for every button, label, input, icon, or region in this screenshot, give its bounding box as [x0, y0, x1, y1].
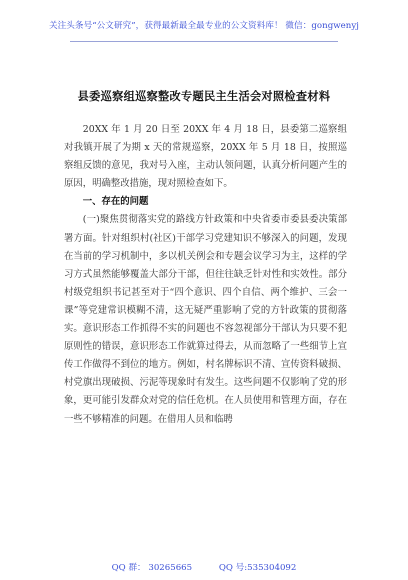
footer-qq-group: QQ 群： 30265665 [111, 563, 193, 573]
intro-paragraph: 20XX 年 1 月 20 日至 20XX 年 4 月 18 日，县委第二巡察组对我镇开展了为期 x 天的常规巡察，20XX 年 5 月 18 日，按照巡察组反馈的意见，我对号入座，主动认领问题，认真分析问题产生的原因，明确整改措施，现对照检查如下。 [64, 124, 347, 190]
body-paragraph: (一)聚焦贯彻落实党的路线方针政策和中央省委市委县委决策部署方面。针对组织村(社区)干部学习党建知识不够深入的问题，发现在当前的学习机制中，多以机关例会和专题会议学习为主，这样的学习方式虽然能够覆盖大部分干部，但往往缺乏针对性和实效性。部分村级党组织书记甚至对于“四个意识、四个自信、两个维护、三会一课”等党建常识模糊不清，这无疑严重影响了党的方针政策的贯彻落实。意识形态工作抓得不实的问题也不容忽视部分干部认为只要不犯原则性的错误，意识形态工作就算过得去，从而忽略了一些细节上宣传工作做得不到位的地方。例如，村名牌标识不清、宣传资料破损、村党旗出现破损、污泥等现象时有发生。这些问题不仅影响了党的形象，更可能引发群众对党的信任危机。在人员使用和管理方面，存在一些不够精准的问题。在借用人员和临聘 [64, 214, 347, 425]
footer-contact [0, 561, 408, 573]
header-divider [70, 41, 338, 42]
header-promo-note: 关注头条号“公文研究”，获得最新最全最专业的公文资料库！ 微信：gongwenyj [49, 21, 359, 31]
document-body [64, 121, 347, 429]
section-heading: 一、存在的问题 [82, 196, 149, 208]
document-title: 县委巡察组巡察整改专题民主生活会对照检查材料 [77, 89, 331, 103]
footer-qq-number: QQ 号:535304092 [218, 563, 297, 573]
